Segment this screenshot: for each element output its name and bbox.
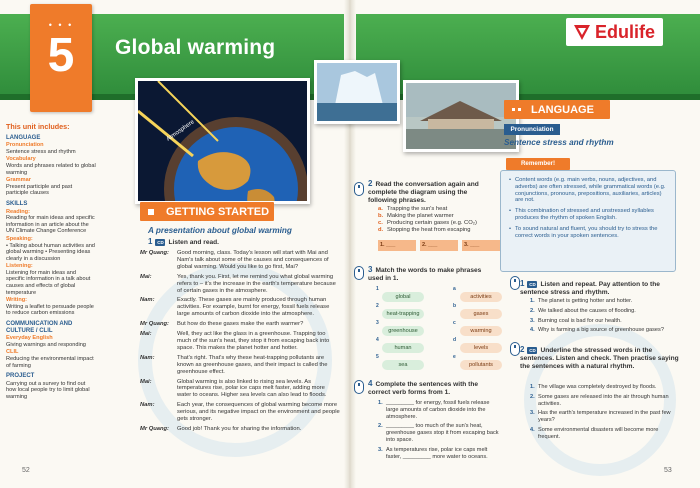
page-number-left: 52 [22, 467, 30, 474]
unit-number-box [30, 4, 92, 112]
diagram-blank[interactable]: 3. ___ [462, 240, 500, 251]
getting-started-subtitle: A presentation about global warming [148, 226, 292, 235]
task4-sentence [378, 423, 500, 443]
task2-label: Read the conversation again and complete the diagram using the following phrases. [368, 181, 479, 204]
sentence-text: We talked about the causes of flooding. [538, 307, 636, 314]
dialogue-speaker: Mai: [140, 378, 152, 385]
match-left-word[interactable]: greenhouse [382, 326, 424, 336]
brand-mark-icon [572, 22, 592, 42]
atmosphere-label: Atmosphere [165, 119, 196, 143]
task3-number: 3 [368, 265, 373, 274]
lt2-instruction [520, 346, 680, 370]
practice-sentence [530, 308, 680, 315]
mouse-icon [354, 182, 364, 196]
sentence-number: 2. [530, 393, 535, 400]
sidebar-item-label: Writing: [6, 297, 28, 304]
language-header [504, 100, 610, 119]
remember-text: To sound natural and fluent, you should try to stress the correct words in your spoken sentences. [515, 225, 658, 239]
match-left-number: 5 [376, 354, 379, 360]
task2-option [378, 220, 498, 227]
unit-dots: • • • [48, 20, 74, 30]
getting-started-title: GETTING STARTED [166, 205, 270, 218]
dialogue-line [140, 355, 340, 376]
task2-option-letter: b. [378, 213, 384, 219]
match-left-number: 2 [376, 303, 379, 309]
dialogue-text: Each year, the consequences of global warming become more serious, and its negative impact on the environment and people gets stronger. [177, 402, 340, 423]
dialogue-text: Good job! Thank you for sharing the information. [177, 425, 302, 432]
mouse-icon [354, 380, 364, 394]
sidebar-item-text: Present participle and past participle clauses [6, 183, 73, 197]
section-bullet-icon [148, 209, 154, 215]
task4-label: Complete the sentences with the correct verb forms from 1. [368, 381, 479, 396]
flood-photo [403, 80, 519, 152]
task1-instruction [148, 238, 219, 247]
task2-option-letter: d. [378, 227, 384, 233]
match-left-word[interactable]: heat-trapping [382, 309, 424, 319]
sentence-text: The planet is getting hotter and hotter. [538, 298, 633, 304]
lt1-label: Listen and repeat. Pay attention to the sentence stress and rhythm. [520, 281, 660, 296]
sidebar-section-title: LANGUAGE [6, 134, 41, 141]
task2-option-text: Stopping the heat from escaping [387, 227, 471, 233]
match-right-word[interactable]: levels [460, 343, 502, 353]
audio-track-icon[interactable]: CD [529, 281, 536, 287]
lt1-number: 1 [520, 279, 525, 288]
sentence-text: Burning coal is bad for our health. [538, 317, 622, 324]
getting-started-header [140, 202, 274, 221]
dialogue-text: That's right. That's why these heat-trapping pollutants are known as greenhouse gases, and their impact is called the greenhouse effect. [177, 354, 328, 375]
mouse-icon [354, 266, 364, 280]
dialogue-speaker: Nam: [140, 354, 155, 361]
practice-sentence [530, 394, 678, 408]
task2-option [378, 206, 498, 213]
task3-instruction [368, 266, 492, 283]
sentence-text: Why is farming a big source of greenhouse gases? [538, 327, 664, 334]
pronunciation-subtitle: Sentence stress and rhythm [504, 138, 614, 147]
section-bullet-icon [518, 108, 521, 111]
sidebar-item-text: • Talking about human activities and global warming • Presenting ideas clearly in a discussion [6, 242, 95, 262]
task2-option-text: Making the planet warmer [387, 213, 454, 219]
sentence-number: 1. [530, 298, 535, 304]
sentence-number: 2. [378, 423, 383, 430]
task4-instruction [368, 380, 494, 397]
sidebar-item-label: Vocabulary [6, 156, 36, 163]
sidebar-item [6, 297, 96, 317]
flood-illustration [406, 83, 519, 152]
dialogue-speaker: Mr Quang: [140, 250, 169, 256]
task2-option [378, 227, 498, 234]
practice-sentence [530, 410, 678, 424]
dialogue-line [140, 331, 340, 352]
diagram-blank[interactable]: 2. ___ [420, 240, 458, 251]
practice-sentence [530, 384, 678, 391]
dialogue-text: Global warming is also linked to rising sea levels. As temperatures rise, polar ice caps melt faster, adding more water to oceans. Higher sea levels can also lead to floods. [177, 378, 327, 399]
task3-label: Match the words to make phrases used in 1. [368, 267, 482, 282]
sidebar-item-text: Words and phrases related to global warming [6, 162, 96, 176]
task2-number: 2 [368, 179, 373, 188]
iceberg-photo [314, 60, 400, 124]
match-right-letter: d [453, 337, 457, 343]
section-bullet-icon [512, 108, 515, 111]
lt1-sentences [530, 298, 680, 337]
sidebar-item-label: Pronunciation [6, 142, 44, 149]
dialogue-text: Good morning, class. Today's lesson will start with Mai and Nam's talk about some of the causes and consequences of global warming. Would you like to go first, Mai? [177, 250, 329, 270]
match-right-letter: a [453, 286, 456, 292]
dialogue-text: But how do these gases make the earth warmer? [177, 321, 304, 328]
match-left-number: 4 [376, 337, 379, 343]
dialogue-line [140, 274, 340, 295]
task2-option-text: Producing certain gases (e.g. CO₂) [387, 220, 477, 226]
dialogue-line [140, 379, 340, 400]
match-left-number: 3 [376, 320, 379, 326]
match-right-letter: c [453, 320, 456, 326]
sidebar-item [6, 335, 96, 348]
dialogue-speaker: Mr Quang: [140, 425, 169, 432]
brand-logo [566, 18, 663, 46]
remember-item [509, 177, 667, 204]
task4-sentences [378, 400, 500, 463]
dialogue-line [140, 426, 340, 433]
sidebar-item [6, 381, 96, 401]
match-left-word[interactable]: sea [382, 360, 424, 370]
sidebar-item-label: Speaking: [6, 235, 33, 242]
task2-option [378, 213, 498, 220]
lt2-label: Underline the stressed words in the sentences. Listen and check. Then practise saying the sentences with a natural rhythm. [520, 347, 679, 370]
brand-name: Edulife [595, 21, 656, 42]
sidebar-item [6, 209, 96, 235]
lt1-instruction [520, 280, 680, 297]
sidebar-item-text: Giving warnings and responding [6, 341, 86, 348]
task4-sentence [378, 447, 500, 461]
lt2-sentences [530, 384, 678, 444]
sentence-number: 3. [530, 317, 535, 324]
match-right-letter: b [453, 303, 457, 309]
sentence-text: Some environmental disasters will become more frequent. [538, 426, 659, 440]
task1-number: 1 [148, 237, 153, 246]
bullet-icon: • [509, 208, 512, 215]
audio-track-icon[interactable]: CD [529, 347, 536, 353]
task2-option-text: Trapping the sun's heat [387, 206, 448, 212]
bullet-icon: • [509, 225, 512, 232]
sidebar-item-text: Listening for main ideas and specific information in a talk about causes and effects of global temperature [6, 269, 91, 296]
sentence-text: _________ for energy, fossil fuels release large amounts of carbon dioxide into the atmosphere. [386, 400, 490, 420]
match-right-word[interactable]: pollutants [460, 360, 502, 370]
match-right-letter: e [453, 354, 456, 360]
dialogue-line [140, 297, 340, 318]
sidebar-item-label: Grammar [6, 177, 31, 184]
task2-option-letter: c. [378, 220, 383, 226]
task2-instruction [368, 180, 492, 204]
dialogue-line [140, 321, 340, 328]
sidebar-heading: This unit includes: [6, 122, 70, 131]
sidebar-item-text: Carrying out a survey to find out how local people try to limit global warming [6, 380, 90, 400]
dialogue-text: Well, they act like the glass in a greenhouse. Trapping too much of the sun's heat, they stop it from escaping back into space. This makes the planet hotter and hotter. [177, 331, 330, 351]
conversation [140, 250, 340, 436]
dialogue-line [140, 250, 340, 271]
sidebar-item-text: Writing a leaflet to persuade people to reduce carbon emissions [6, 303, 94, 317]
task4-number: 4 [368, 379, 373, 388]
dialogue-line [140, 402, 340, 423]
remember-text: Content words (e.g. main verbs, nouns, adjectives, and adverbs) are often stressed, while grammatical words (e.g. conjunctions, pronouns, prepositions, auxiliaries, articles) are not. [515, 177, 666, 204]
unit-contents-sidebar [0, 120, 100, 470]
language-title: LANGUAGE [531, 103, 594, 116]
sentence-text: As temperatures rise, polar ice caps melt faster, _________ more water to oceans. [386, 446, 488, 460]
mouse-icon [510, 276, 520, 290]
sidebar-section-title: SKILLS [6, 200, 28, 207]
lt2-number: 2 [520, 345, 525, 354]
sidebar-item [6, 349, 96, 369]
task2-option-letter: a. [378, 206, 383, 212]
sentence-text: The village was completely destroyed by floods. [538, 384, 657, 390]
match-right-word[interactable]: activities [460, 292, 502, 302]
sentence-number: 4. [530, 426, 535, 433]
iceberg-illustration [317, 63, 400, 124]
sentence-number: 1. [378, 400, 383, 406]
earth-illustration [138, 81, 310, 204]
match-right-word[interactable]: warming [460, 326, 502, 336]
sidebar-item-label: Listening: [6, 263, 33, 270]
sidebar-item-label: Reading: [6, 208, 30, 215]
sentence-number: 3. [530, 410, 535, 417]
sentence-text: Some gases are released into the air through human activities. [538, 393, 669, 407]
match-left-word[interactable]: human [382, 343, 424, 353]
page-number-right: 53 [664, 467, 672, 474]
mouse-icon [510, 342, 520, 356]
remember-box [500, 170, 676, 272]
sentence-text: Has the earth's temperature increased in the past few years? [538, 410, 671, 424]
match-left-word[interactable]: global [382, 292, 424, 302]
dialogue-speaker: Mai: [140, 331, 152, 338]
sentence-number: 1. [530, 384, 535, 390]
audio-track-icon[interactable]: CD [157, 239, 164, 245]
dialogue-speaker: Mr Quang: [140, 321, 169, 328]
unit-number: 5 [47, 29, 75, 82]
remember-tag: Remember! [506, 158, 570, 170]
sentence-text: _________ too much of the sun's heat, greenhouse gases stop it from escaping back into space. [386, 423, 499, 443]
sidebar-item [6, 263, 96, 296]
practice-sentence [530, 327, 680, 334]
sidebar-item-label: Everyday English [6, 335, 53, 342]
globe-photo [135, 78, 310, 204]
task2-options [378, 206, 498, 234]
sidebar-item [6, 142, 96, 155]
bullet-icon: • [509, 177, 512, 183]
diagram-blank[interactable]: 1. ___ [378, 240, 416, 251]
sentence-number: 4. [530, 327, 535, 334]
dialogue-speaker: Mai: [140, 273, 152, 280]
sentence-number: 3. [378, 446, 383, 453]
task4-sentence [378, 400, 500, 420]
sidebar-item-text: Sentence stress and rhythm [6, 148, 76, 155]
sidebar-item [6, 236, 96, 262]
sidebar-section-title: COMMUNICATION AND CULTURE / CLIL [6, 321, 73, 334]
remember-item [509, 226, 667, 240]
practice-sentence [530, 318, 680, 325]
match-left-number: 1 [376, 286, 379, 292]
dialogue-text: Yes, thank you. First, let me remind you what global warming refers to – it's the increase in the earth's temperature because of certain gases in the atmosphere. [177, 273, 336, 294]
sidebar-item [6, 156, 96, 176]
sentence-number: 2. [530, 307, 535, 314]
dialogue-speaker: Nam: [140, 297, 155, 304]
practice-sentence [530, 298, 680, 305]
sidebar-item-label: CLIL [6, 349, 19, 356]
dialogue-text: Exactly. These gases are mainly produced through human activities. For example, burnt for energy, fossil fuels release large amounts of carbon dioxide into the atmosphere. [177, 297, 330, 318]
sidebar-section-title: PROJECT [6, 373, 35, 380]
dialogue-speaker: Nam: [140, 402, 155, 409]
practice-sentence [530, 427, 678, 441]
task1-label: Listen and read. [168, 239, 220, 246]
sidebar-item [6, 177, 96, 197]
remember-text: This combination of stressed and unstressed syllables produces the rhythm of spoken English. [515, 208, 654, 221]
sidebar-item-text: Reducing the environmental impact of farming [6, 356, 94, 369]
unit-title: Global warming [115, 36, 276, 59]
match-right-word[interactable]: gases [460, 309, 502, 319]
pronunciation-tag: Pronunciation [504, 124, 560, 135]
remember-item [509, 208, 667, 222]
sidebar-item-text: Reading for main ideas and specific information in an article about the UN Climate Change Conference [6, 215, 95, 235]
